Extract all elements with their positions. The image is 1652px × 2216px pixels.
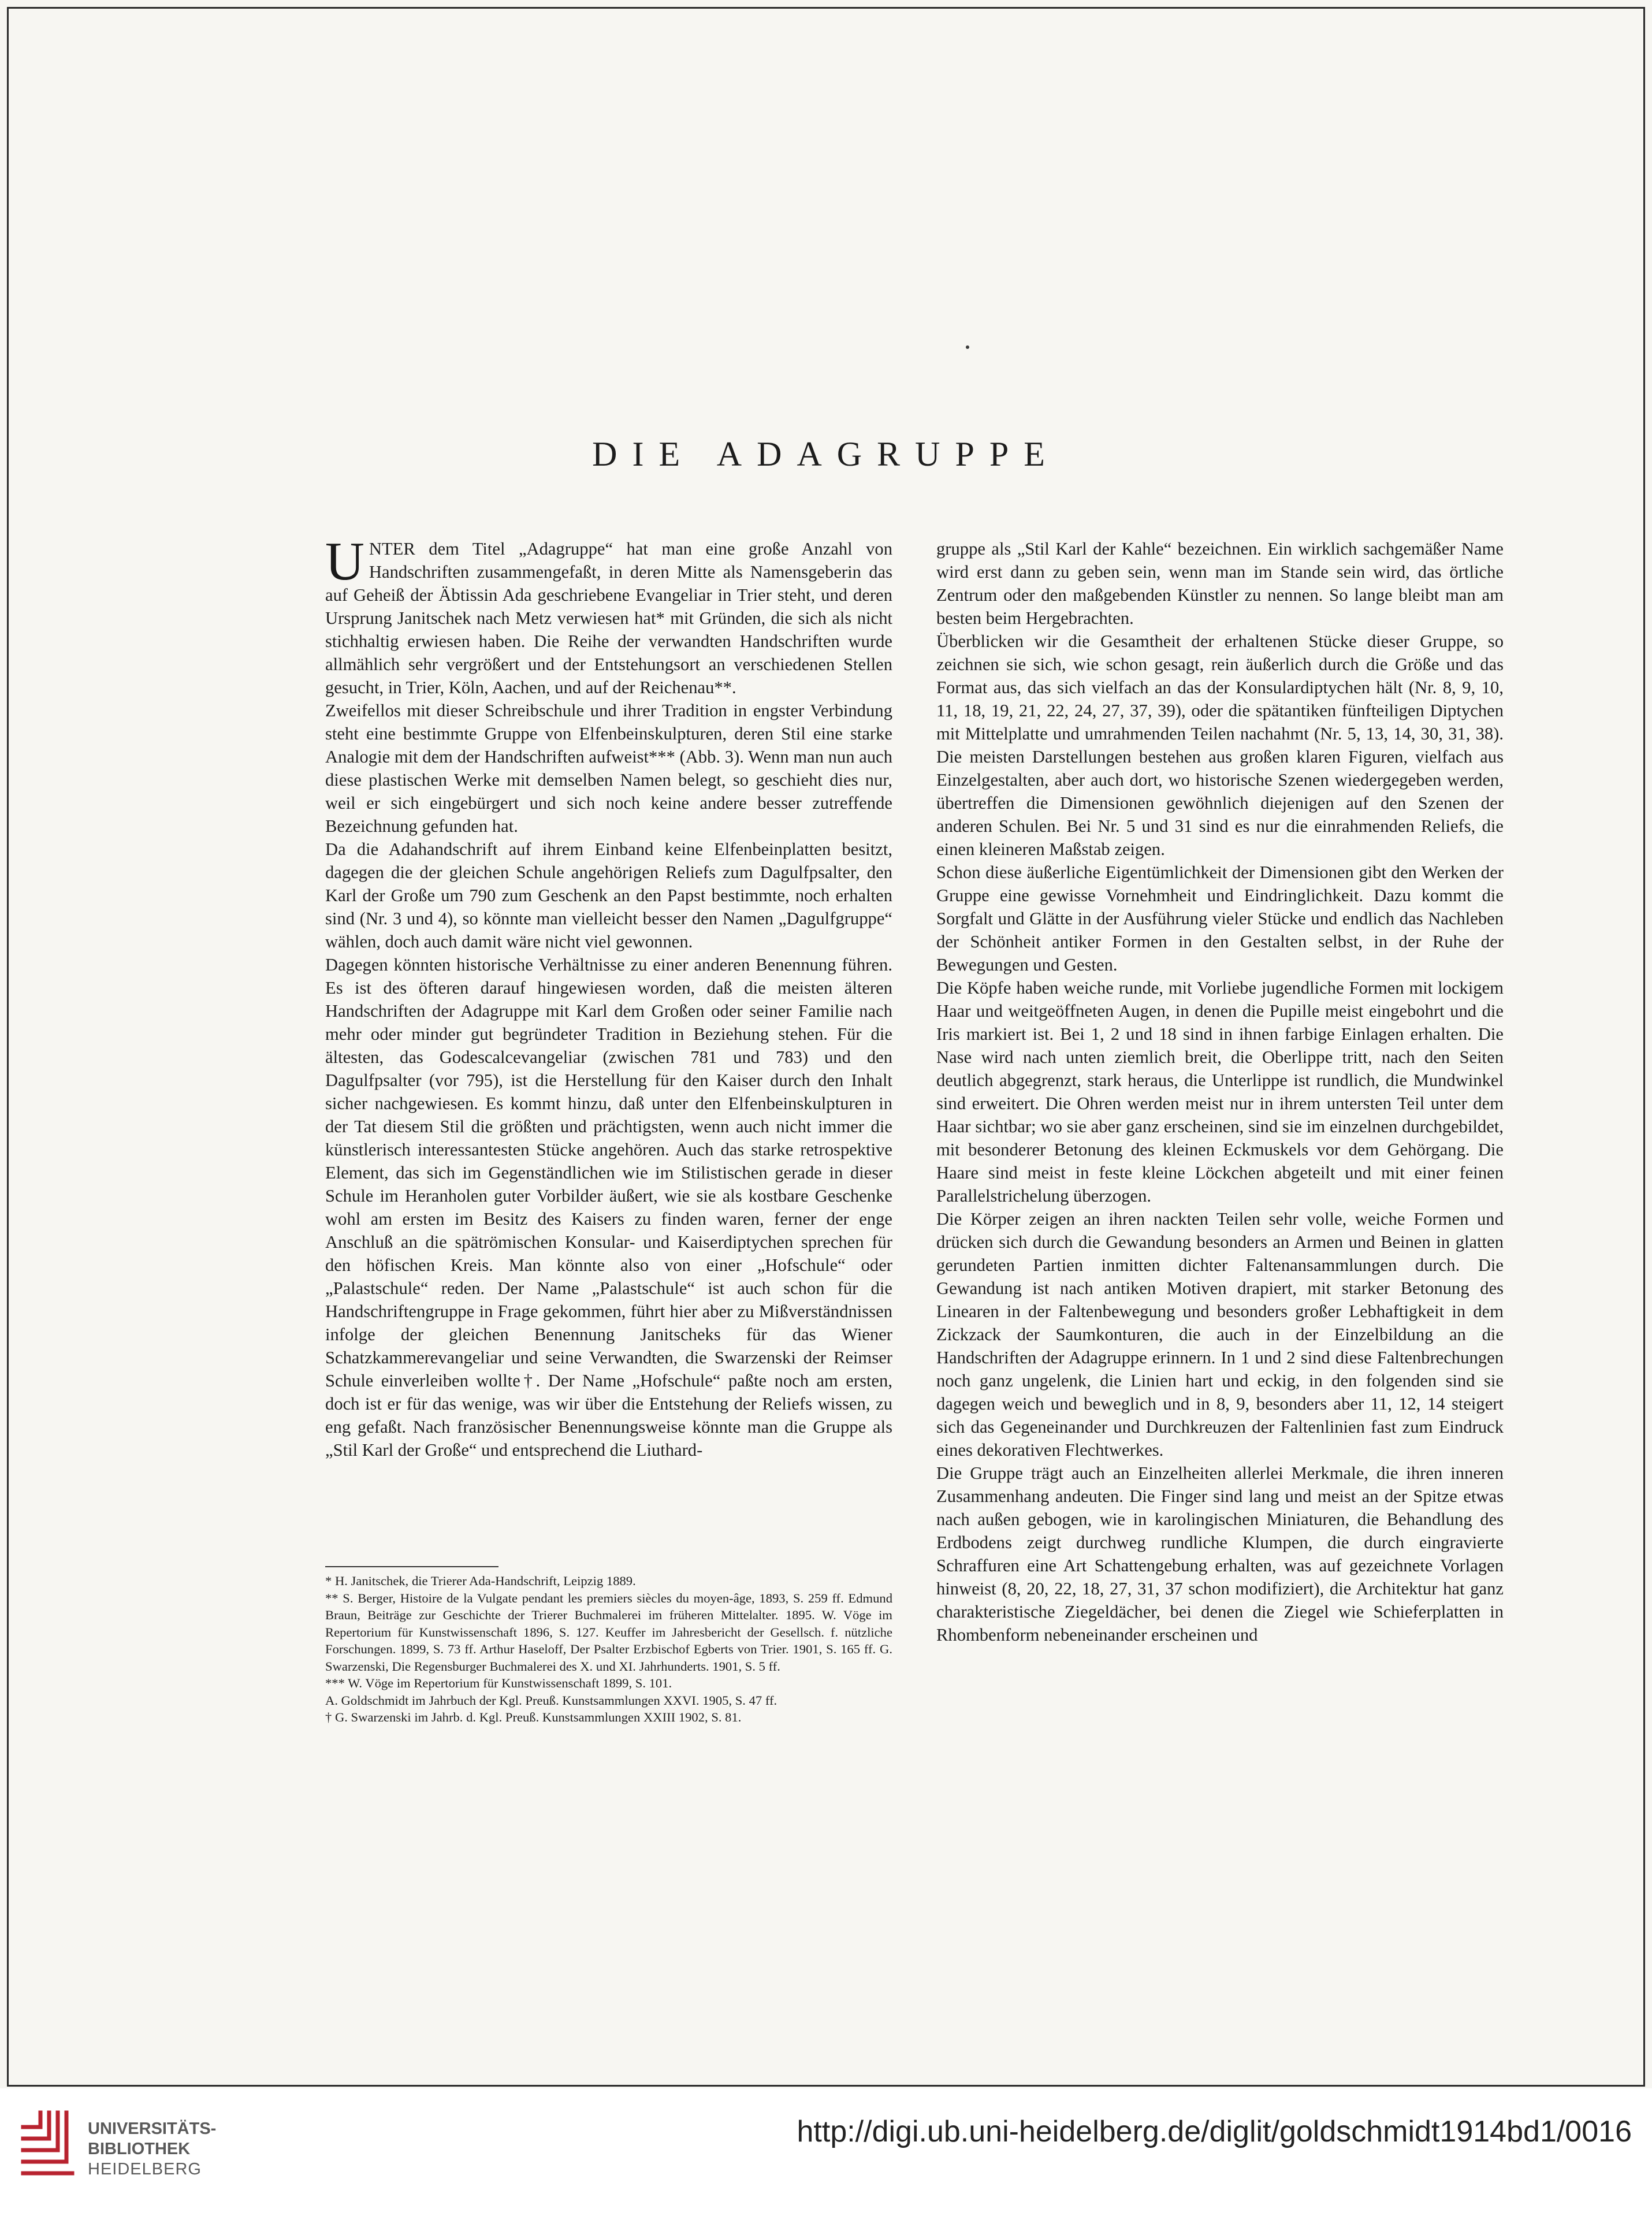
text-column-left: [325, 531, 892, 1462]
footnote-divider: [325, 1566, 498, 1567]
paragraph: Zweifellos mit dieser Schreibschule und ihrer Tradition in engster Verbindung steht eine bestimmte Gruppe von Elfenbeinskulpturen, deren Stil eine starke Analogie mit dem der Handschriften aufweist*** (Abb. 3). Wenn man nun auch diese plastischen Werke mit demselben Namen belegt, so geschieht dies nur, weil er sich eingebürgert und sich noch keine andere besser zutreffende Bezeichnung gefunden hat.: [325, 701, 892, 836]
document-url[interactable]: http://digi.ub.uni-heidelberg.de/diglit/goldschmidt1914bd1/0016: [797, 2115, 1632, 2148]
paragraph: Da die Adahandschrift auf ihrem Einband keine Elfenbeinplatten besitzt, dagegen die der gleichen Schule angehörigen Reliefs zum Dagulfpsalter, den Karl der Große um 790 zum Geschenk an den Papst bestimmte, noch erhalten sind (Nr. 3 und 4), so könnte man vielleicht besser den Namen „Dagulfgruppe“ wählen, doch auch damit wäre nicht viel gewonnen.: [325, 839, 892, 951]
footnote: ** S. Berger, Histoire de la Vulgate pendant les premiers siècles du moyen-âge, 1893, S. 259 ff. Edmund Braun, Beiträge zur Geschichte der Trierer Buchmalerei im früheren Mittelalter. 1895. W. Vöge im Repertorium für Kunstwissenschaft 1896, S. 127. Keuffer im Jahresbericht der Gesellsch. f. nützliche Forschungen. 1899, S. 73 ff. Arthur Haseloff, Der Psalter Erzbischof Egberts von Trier. 1901, S. 165 ff. G. Swarzenski, Die Regensburger Buchmalerei des X. und XI. Jahrhunderts. 1901, S. 5 ff.: [325, 1590, 892, 1674]
paragraph: [325, 531, 892, 699]
paragraph: Die Köpfe haben weiche runde, mit Vorliebe jugendliche Formen mit lockigem Haar und weitgeöffneten Augen, in denen die Pupille meist eingebohrt und die Iris markiert ist. Bei 1, 2 und 18 sind in ihnen farbige Einlagen erhalten. Die Nase wird nach unten ziemlich breit, die Oberlippe tritt, nach den Seiten deutlich abgegrenzt, stark heraus, die Unterlippe ist rundlich, die Mundwinkel sind erweitert. Die Ohren werden meist nur in ihrem untersten Teil unter dem Haar sichtbar; wo sie aber ganz erscheinen, sind sie im einzelnen durchgebildet, mit besonderer Betonung des kleinen Eckmuskels vor dem Gehörgang. Die Haare sind meist in feste kleine Löckchen abgeteilt und mit einer feinen Parallelstrichelung überzogen.: [936, 978, 1504, 1206]
heidelberg-library-logo-icon[interactable]: [17, 2110, 75, 2185]
paragraph: Schon diese äußerliche Eigentümlichkeit der Dimensionen gibt den Werken der Gruppe eine gewisse Vornehmheit und Eindringlichkeit. Dazu kommt die Sorgfalt und Glätte in der Ausführung vieler Stücke und endlich das Nachleben der Schönheit antiker Formen in den Gestalten selbst, in der Ruhe der Bewegungen und Gesten.: [936, 862, 1504, 975]
paragraph: Die Körper zeigen an ihren nackten Teilen sehr volle, weiche Formen und drücken sich durch die Gewandung besonders an Armen und Beinen in glatten gerundeten Partien inmitten dichter Faltenansammlungen durch. Die Gewandung ist nach antiken Motiven drapiert, mit starker Betonung des Linearen in der Faltenbewegung und besonders großer Lebhaftigkeit in dem Zickzack der Saumkonturen, die auch in der Einzelbildung an die Handschriften der Adagruppe erinnern. In 1 und 2 sind diese Faltenbrechungen noch ganz ungelenk, die Linien hart und eckig, in den folgenden sind sie dagegen weich und beweglich und in 8, 9, besonders aber 11, 12, 14 steigert sich das Gegeneinander und Durchkreuzen der Faltenlinien fast zum Eindruck eines dekorativen Flechtwerkes.: [936, 1209, 1504, 1460]
footnote: † G. Swarzenski im Jahrb. d. Kgl. Preuß. Kunstsammlungen XXIII 1902, S. 81.: [325, 1710, 742, 1724]
library-name-line: UNIVERSITÄTS-: [88, 2120, 217, 2138]
library-name[interactable]: [88, 2119, 216, 2180]
paragraph: Dagegen könnten historische Verhältnisse zu einer anderen Benennung führen. Es ist des öfteren darauf hingewiesen worden, daß die meisten älteren Handschriften der Adagruppe mit Karl dem Großen oder seiner Familie nach mehr oder minder gut begründeter Tradition in Beziehung stehen. Für die ältesten, das Godescalcevangeliar (zwischen 781 und 783) und den Dagulfpsalter (vor 795), ist die Herstellung für den Kaiser durch den Inhalt sicher nachgewiesen. Es kommt hinzu, daß unter den Elfenbeinskulpturen in der Tat diesem Stil die größten und prächtigsten, wenn auch nicht immer die künstlerisch interessantesten Stücke angehören. Auch das starke retrospektive Element, das sich im Gegenständlichen wie im Stilistischen gerade in dieser Schule im Heranholen guter Vorbilder äußert, wie sie als kostbare Geschenke wohl am ersten im Besitz des Kaisers zu finden waren, ferner der enge Anschluß an die spätrömischen Konsular- und Kaiserdiptychen sprechen für den höfischen Kreis. Man könnte also von einer „Hofschule“ oder „Palastschule“ reden. Der Name „Palastschule“ ist auch schon für die Handschriftengruppe in Frage gekommen, führt hier aber zu Mißverständnissen infolge der gleichen Benennung Janitscheks für das Wiener Schatzkammerevangeliar und seine Verwandten, die Swarzenski der Reimser Schule einverleiben wollte†. Der Name „Hofschule“ paßte noch am ersten, doch ist er für das wenige, was wir über die Entstehung der Reliefs wissen, zu eng gefaßt. Nach französischer Benennungsweise könnte man die Gruppe als „Stil Karl der Große“ und entsprechend die Liuthard-: [325, 955, 892, 1460]
footnotes: [325, 1572, 892, 1726]
paragraph: gruppe als „Stil Karl der Kahle“ bezeichnen. Ein wirklich sachgemäßer Name wird erst dann zu geben sein, wenn man im Stande sein wird, das örtliche Zentrum oder den maßgebenden Künstler zu nennen. So lange bleibt man am besten beim Hergebrachten.: [936, 539, 1504, 628]
text-column-right: [936, 537, 1504, 1646]
footnote: A. Goldschmidt im Jahrbuch der Kgl. Preuß. Kunstsammlungen XXVI. 1905, S. 47 ff.: [325, 1693, 777, 1708]
library-name-line: BIBLIOTHEK: [88, 2140, 191, 2158]
footnote: *** W. Vöge im Repertorium für Kunstwissenschaft 1899, S. 101.: [325, 1676, 672, 1690]
footnote: * H. Janitschek, die Trierer Ada-Handschrift, Leipzig 1889.: [325, 1574, 636, 1588]
paragraph-text: NTER dem Titel „Adagruppe“ hat man eine große Anzahl von Handschriften zusammengefaßt, in deren Mitte als Namensgeberin das auf Geheiß der Äbtissin Ada geschriebene Evangeliar in Trier steht, und deren Ursprung Janitschek nach Metz verwiesen hat* mit Gründen, die sich als nicht stichhaltig erwiesen haben. Die Reihe der verwandten Handschriften wurde allmählich sehr vergrößert und der Entstehungsort an verschiedenen Stellen gesucht, in Trier, Köln, Aachen, und auf der Reichenau**.: [325, 539, 892, 697]
paragraph: Überblicken wir die Gesamtheit der erhaltenen Stücke dieser Gruppe, so zeichnen sie sich, wie schon gesagt, rein äußerlich durch die Größe und das Format aus, das sich vielfach an das der Konsulardiptychen hält (Nr. 8, 9, 10, 11, 18, 19, 21, 22, 24, 27, 37, 39), oder die spätantiken fünfteiligen Diptychen mit Mittelplatte und umrahmenden Teilen nachahmt (Nr. 5, 13, 14, 30, 31, 38). Die meisten Darstellungen bestehen aus großen klaren Figuren, vielfach aus Einzelgestalten, aber auch dort, wo historische Szenen wiedergegeben werden, übertreffen die Dimensionen gewöhnlich diejenigen auf den Szenen der anderen Schulen. Bei Nr. 5 und 31 sind es nur die einrahmenden Reliefs, die einen kleineren Maßstab zeigen.: [936, 631, 1504, 859]
paragraph: Die Gruppe trägt auch an Einzelheiten allerlei Merkmale, die ihren inneren Zusammenhang andeuten. Die Finger sind lang und meist an der Spitze etwas nach außen gebogen, wie in karolingischen Miniaturen, die Behandlung des Erdbodens zeigt durchweg rundliche Klumpen, die durch eingravierte Schraffuren eine Art Schattengebung erhalten, was auf gezeichnete Vorlagen hinweist (8, 20, 22, 18, 27, 31, 37 schon modifiziert), die Architektur hat ganz charakteristische Ziegeldächer, bei denen die Ziegel wie Schieferplatten in Rhombenform nebeneinander erscheinen und: [936, 1463, 1504, 1645]
page-mark: [966, 345, 969, 349]
page-title: DIE ADAGRUPPE: [592, 435, 1060, 473]
library-name-line: HEIDELBERG: [88, 2160, 202, 2178]
footer-bar: [0, 2088, 1652, 2216]
drop-cap: U: [325, 531, 364, 592]
